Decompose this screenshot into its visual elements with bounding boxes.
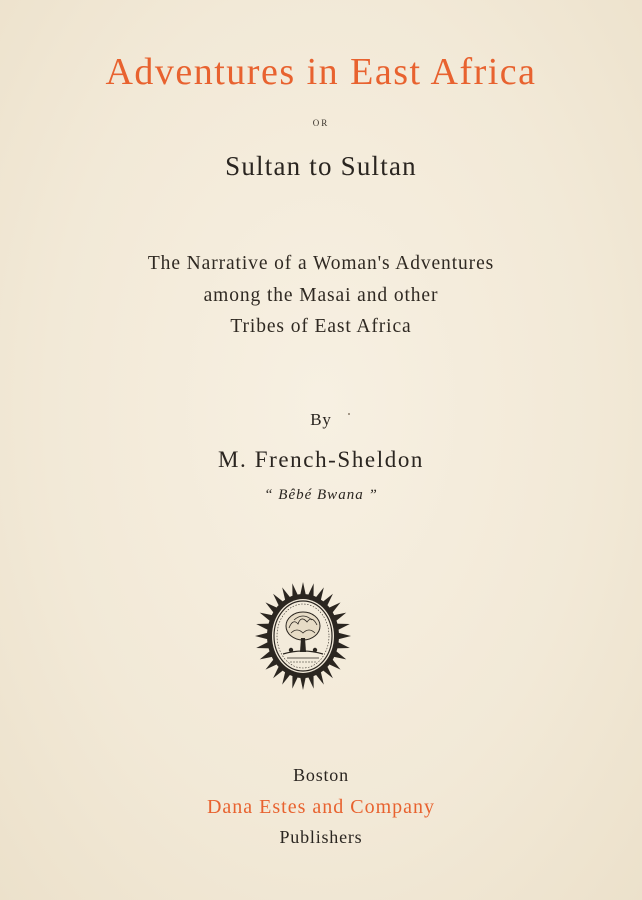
publishers-label: Publishers bbox=[279, 827, 363, 847]
publisher-name: Dana Estes and Company bbox=[206, 796, 436, 818]
author-nickname: “ Bêbé Bwana ” bbox=[264, 487, 378, 503]
paper-speck bbox=[348, 413, 350, 415]
description-line-3: Tribes of East Africa bbox=[230, 316, 412, 337]
description-line-1: The Narrative of a Woman's Adventures bbox=[147, 253, 495, 274]
subtitle: Sultan to Sultan bbox=[225, 151, 417, 181]
description-line-2: among the Masai and other bbox=[203, 285, 439, 306]
main-title: Adventures in East Africa bbox=[105, 51, 537, 93]
or-label: OR bbox=[312, 118, 330, 128]
by-label: By bbox=[310, 410, 332, 429]
author-name: M. French-Sheldon bbox=[217, 447, 425, 472]
publisher-seal-icon bbox=[253, 580, 353, 692]
publication-place: Boston bbox=[293, 765, 349, 785]
